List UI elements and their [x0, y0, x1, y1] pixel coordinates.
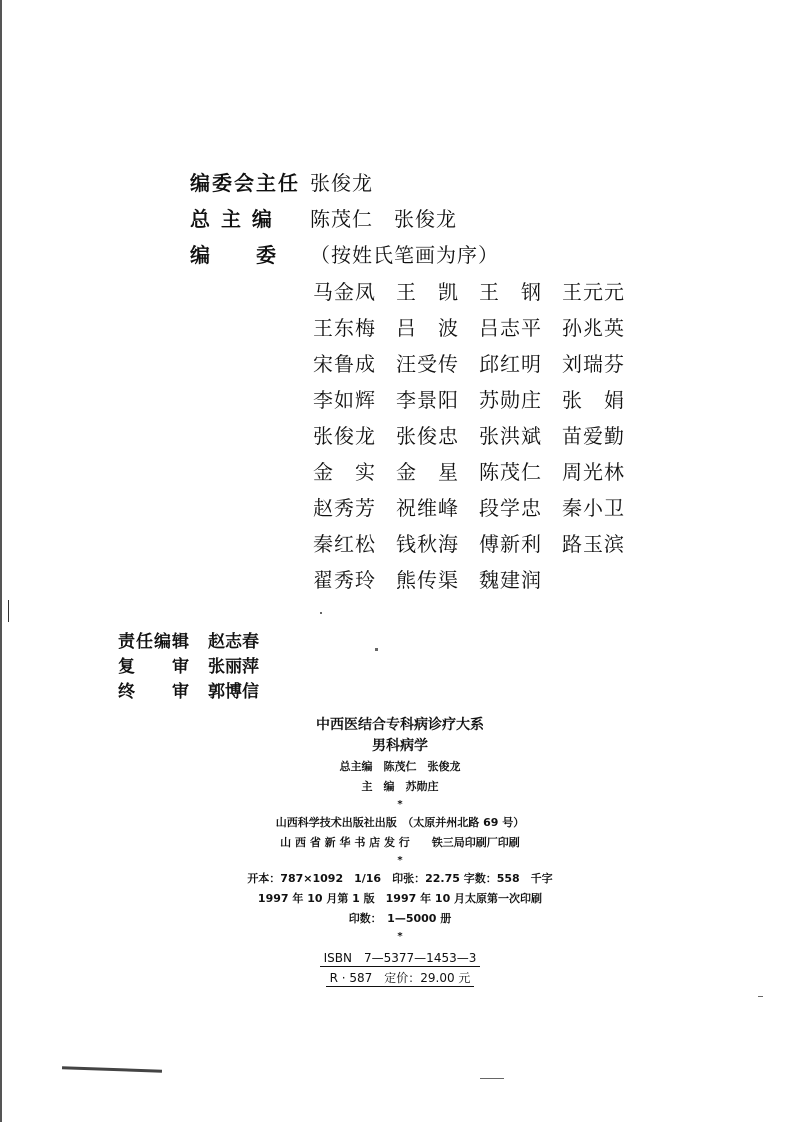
- member-name: 吕志平: [479, 316, 542, 340]
- member-name: 傅新利: [479, 532, 542, 556]
- member-name: 张洪斌: [479, 424, 542, 448]
- member-name: 秦小卫: [562, 496, 625, 520]
- member-name: 苗爱勤: [562, 424, 625, 448]
- series-title: 中西医结合专科病诊疗大系: [316, 717, 484, 733]
- board-members-row: [190, 242, 499, 268]
- member-row: [313, 490, 645, 526]
- colophon-chief-editors: 总主编 陈茂仁 张俊龙: [339, 760, 461, 773]
- member-name: 赵秀芳: [313, 496, 376, 520]
- distributor-line: 山 西 省 新 华 书 店 发 行 铁三局印刷厂印刷: [280, 836, 520, 849]
- member-name: 孙兆英: [562, 316, 625, 340]
- member-row: [313, 310, 645, 346]
- separator-star: *: [397, 855, 403, 866]
- format-line: 开本：787×1092 1/16 印张：22.75 字数：558 千字: [247, 872, 553, 885]
- member-name: 熊传渠: [396, 568, 459, 592]
- scan-speck: [8, 600, 9, 622]
- price: R · 587 定价：29.00 元: [326, 970, 475, 987]
- separator-star: *: [397, 931, 403, 942]
- book-title: 男科病学: [372, 738, 428, 754]
- staff-label: 复 审: [118, 657, 190, 677]
- scan-left-edge: [0, 0, 2, 1122]
- scan-speck: [375, 648, 378, 651]
- publisher-line: 山西科学技术出版社出版 （太原并州北路 69 号）: [275, 816, 525, 829]
- member-name: 马金凤: [313, 280, 376, 304]
- member-name: 翟秀玲: [313, 568, 376, 592]
- member-row: [313, 274, 645, 310]
- member-name: 李景阳: [396, 388, 459, 412]
- member-name: 金 实: [313, 460, 376, 484]
- member-name: 魏建润: [479, 568, 542, 592]
- member-name: 钱秋海: [396, 532, 459, 556]
- scan-speck: [758, 996, 763, 997]
- board-chair-row: [190, 170, 373, 196]
- member-name: 王元元: [562, 280, 625, 304]
- member-name: 刘瑞芬: [562, 352, 625, 376]
- edition-line: 1997 年 10 月第 1 版 1997 年 10 月太原第一次印刷: [257, 892, 543, 905]
- staff-name: 张丽萍: [208, 657, 259, 677]
- member-name: 陈茂仁: [479, 460, 542, 484]
- member-name: 张俊龙: [313, 424, 376, 448]
- member-name: 吕 波: [396, 316, 459, 340]
- member-row: [313, 526, 645, 562]
- colophon: [200, 715, 600, 987]
- board-members-note: （按姓氏笔画为序）: [310, 243, 499, 267]
- member-name: 王 凯: [396, 280, 459, 304]
- board-chief-row: [190, 206, 457, 232]
- member-name: 邱红明: [479, 352, 542, 376]
- isbn-block: [200, 947, 600, 987]
- staff-name: 郭博信: [208, 682, 259, 702]
- member-name: 苏勋庄: [479, 388, 542, 412]
- board-chief-value: 陈茂仁 张俊龙: [310, 207, 457, 231]
- member-name: 张 娟: [562, 388, 625, 412]
- print-run-line: 印数： 1—5000 册: [348, 912, 452, 925]
- separator-star: *: [397, 799, 403, 810]
- member-row: [313, 382, 645, 418]
- staff-name: 赵志春: [208, 632, 259, 652]
- staff-row: [118, 630, 259, 655]
- board-chair-value: 张俊龙: [310, 171, 373, 195]
- staff-row: [118, 680, 259, 705]
- scan-speck: [320, 612, 322, 614]
- colophon-editor: 主 编 苏勋庄: [361, 780, 439, 793]
- staff-label: 责任编辑: [118, 632, 190, 652]
- isbn: ISBN 7—5377—1453—3: [320, 950, 481, 967]
- member-name: 张俊忠: [396, 424, 459, 448]
- member-row: [313, 454, 645, 490]
- member-name: 秦红松: [313, 532, 376, 556]
- member-name: 汪受传: [396, 352, 459, 376]
- member-name: 宋鲁成: [313, 352, 376, 376]
- scan-smudge: [62, 1066, 162, 1072]
- member-name: 王 钢: [479, 280, 542, 304]
- board-members-label: 编 委: [190, 243, 278, 267]
- member-name: 李如辉: [313, 388, 376, 412]
- scan-speck: [480, 1078, 504, 1079]
- staff-row: [118, 655, 259, 680]
- member-row: [313, 346, 645, 382]
- member-row: [313, 418, 645, 454]
- member-name: 路玉滨: [562, 532, 625, 556]
- member-name: 祝维峰: [396, 496, 459, 520]
- member-name: 王东梅: [313, 316, 376, 340]
- member-name: 金 星: [396, 460, 459, 484]
- board-chief-label: 总 主 编: [190, 207, 274, 231]
- member-list: [313, 274, 645, 598]
- member-name: [562, 562, 645, 598]
- member-row: [313, 562, 645, 598]
- member-name: 周光林: [562, 460, 625, 484]
- member-name: 段学忠: [479, 496, 542, 520]
- staff-list: [118, 630, 259, 705]
- board-chair-label: 编委会主任: [190, 171, 300, 195]
- staff-label: 终 审: [118, 682, 190, 702]
